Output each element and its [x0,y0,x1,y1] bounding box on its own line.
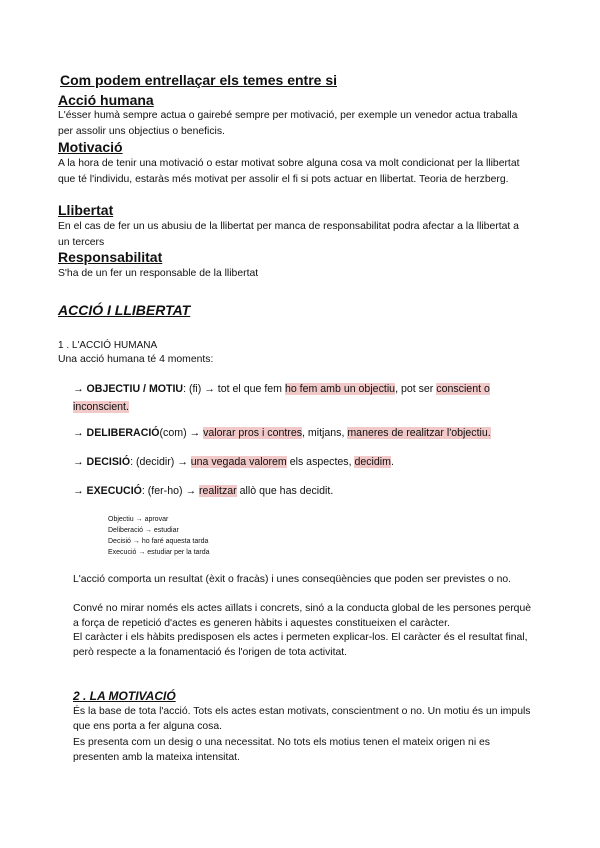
mini-example-line: Decisió → ho faré aquesta tarda [108,538,209,545]
motivacio-line: És la base de tota l'acció. Tots els actes estan motivats, conscientment o no. Un motiu és un impuls que ens porta a fer alguna cosa. [73,706,531,732]
arrow-icon: → [73,427,84,439]
highlight: conscient o inconscient. [73,383,490,413]
arrow-icon: → [73,485,84,497]
moment-text: : (fi) → tot el que fem [183,383,285,395]
moment-text: : (fer-ho) → [141,485,199,497]
moment-objectiu [73,380,533,416]
heading-accio-humana: Acció humana [58,92,154,108]
text-llibertat: En el cas de fer un us abusiu de la llibertat per manca de responsabilitat podra afectar a la llibertat a un tercers [58,221,519,248]
moment-label: EXECUCIÓ [86,485,142,497]
moment-text: , pot ser [395,383,437,395]
text-responsabilitat: S'ha de un fer un responsable de la llibertat [58,268,259,279]
moment-label: DECISIÓ [86,456,131,468]
mini-example-line: Deliberació → estudiar [108,527,179,534]
mini-example-line: Objectiu → aprovar [108,516,169,523]
arrow-icon: → [73,383,84,395]
moment-text: , mitjans, [302,427,348,439]
moment-text: (com) → [159,427,204,439]
highlight: decidim [354,456,391,468]
heading-la-motivacio: 2 . LA MOTIVACIÓ [73,689,176,703]
highlight: valorar pros i contres [203,427,303,439]
moment-text: allò que has decidit. [236,485,334,497]
moment-decisio [73,453,533,471]
heading-responsabilitat: Responsabilitat [58,249,163,265]
moment-label: DELIBERACIÓ [86,427,160,439]
moment-text: . [390,456,394,468]
arrow-icon: → [73,456,84,468]
moment-execucio [73,482,533,500]
highlight: ho fem amb un objectiu [284,383,396,395]
text-accio-humana: L'ésser humà sempre actua o gairebé sempre per motivació, per exemple un venedor actua traballa per assolir uns objectius o beneficis. [58,110,518,137]
motivacio-line: Es presenta com un desig o una necessitat. No tots els motius tenen el mateix origen ni es presenten amb la mateixa intensitat. [73,737,491,763]
moment-text: : (decidir) → [130,456,191,468]
paragraph-conducta: Convé no mirar només els actes aïllats i concrets, sinó a la conducta global de les persones perquè a força de repetició d'actes es generen hàbits i aquestes constitueixen el caràcter. [73,603,532,629]
moment-text: els aspectes, [286,456,355,468]
subsection-heading-accio-humana: 1 . L'ACCIÓ HUMANA [58,340,158,351]
paragraph-resultat: L'acció comporta un resultat (èxit o fracàs) i unes conseqüències que poden ser previstes o no. [73,574,512,585]
heading-motivacio: Motivació [58,139,123,155]
highlight: realitzar [199,485,237,497]
subsection-intro: Una acció humana té 4 moments: [58,354,214,365]
highlight: una vegada valorem [190,456,287,468]
mini-example-line: Execució → estudiar per la tarda [108,549,210,556]
main-title: Com podem entrellaçar els temes entre si [60,72,337,88]
heading-llibertat: Llibertat [58,202,114,218]
highlight: maneres de realitzar l'objectiu. [347,427,491,439]
text-motivacio: A la hora de tenir una motivació o estar motivat sobre alguna cosa va molt condicionat per la llibertat que té l'individu, estaràs més motivat per assolir el fi si pots actuar en llibertat. Teoria de herzberg. [58,158,520,185]
moment-deliberacio [73,424,533,442]
moment-label: OBJECTIU / MOTIU [86,383,184,395]
paragraph-caracter: El caràcter i els hàbits predisposen els actes i permeten explicar-los. El caràcter és el resultat final, però respecte a la fonamentació és l'origen de tota activitat. [73,632,528,658]
title-accio-llibertat: ACCIÓ I LLIBERTAT [58,302,191,318]
